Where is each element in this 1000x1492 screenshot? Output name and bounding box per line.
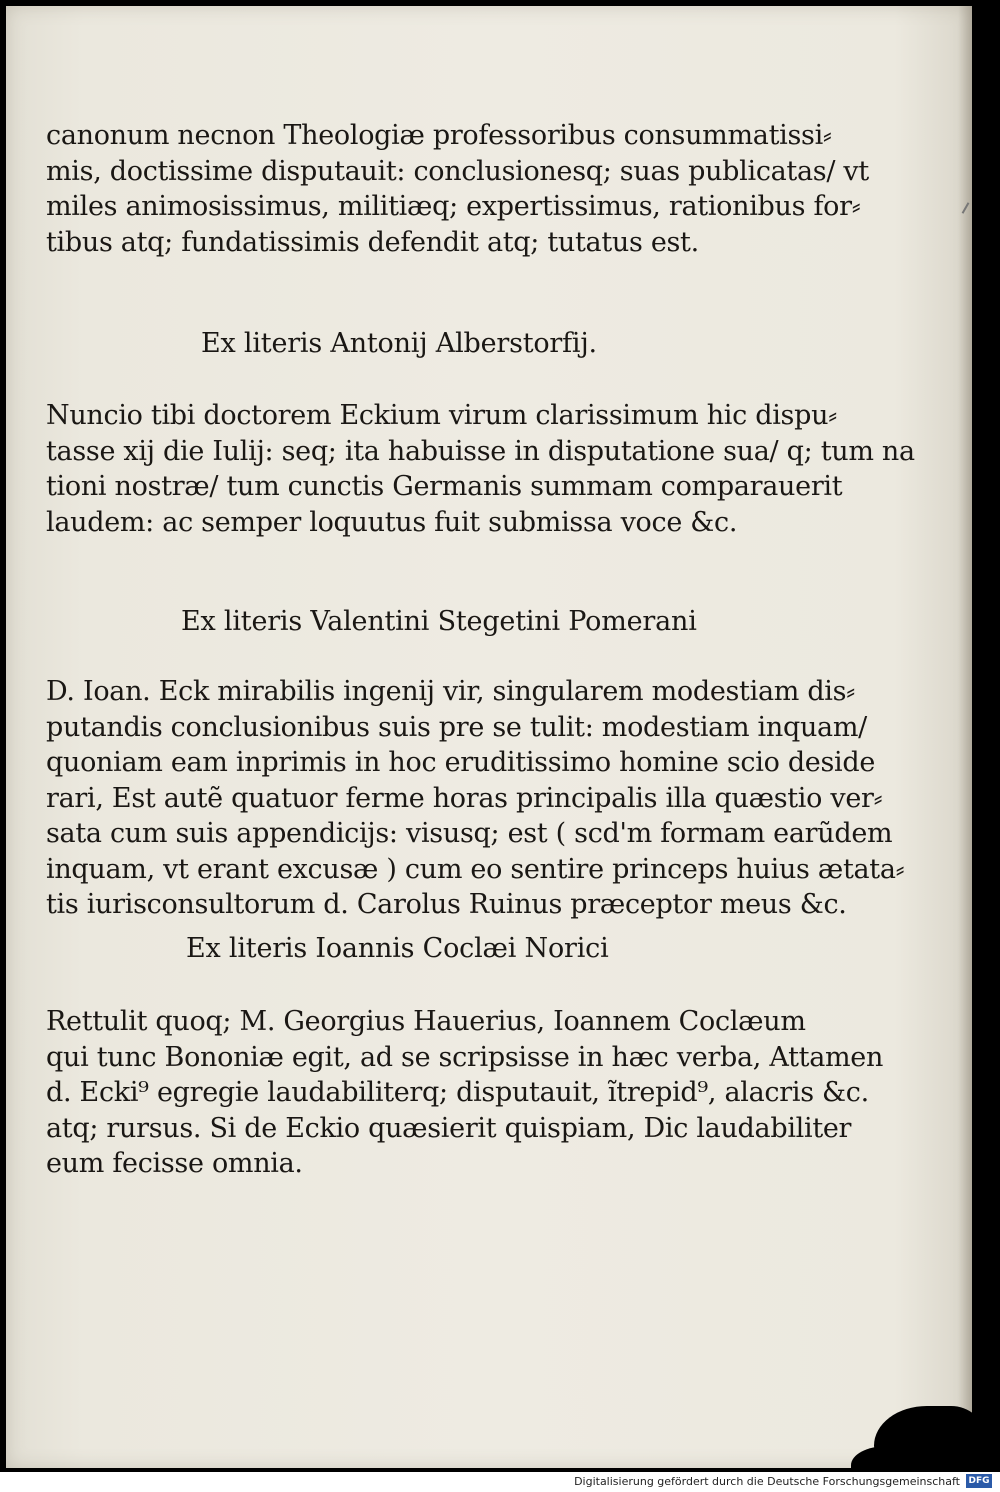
heading-stegetinus: Ex literis Valentini Stegetini Pomerani <box>181 606 697 637</box>
text-line: d. Ecki⁹ egregie laudabiliterq; disputauit, ĩtrepid⁹, alacris &c. <box>46 1077 869 1108</box>
text-line: eum fecisse omnia. <box>46 1148 303 1179</box>
text-line: putandis conclusionibus suis pre se tulit: modestiam inquam/ <box>46 711 867 743</box>
paragraph-4 <box>46 1004 884 1182</box>
paragraph-3 <box>46 674 905 923</box>
text-line: mis, doctissime disputauit: conclusionesq; suas publicatas/ vt <box>46 155 869 187</box>
text-line: atq; rursus. Si de Eckio quæsierit quispiam, Dic laudabiliter <box>46 1112 852 1144</box>
text-line: Rettulit quoq; M. Georgius Hauerius, Ioannem Coclæum <box>46 1006 806 1037</box>
text-line: D. Ioan. Eck mirabilis ingenij vir, singularem modestiam dis⸗ <box>46 676 855 707</box>
page-edge-shadow <box>958 6 972 1468</box>
text-line: quoniam eam inprimis in hoc eruditissimo homine scio deside <box>46 747 876 778</box>
text-line: tis iurisconsultorum d. Carolus Ruinus præceptor meus &c. <box>46 889 847 920</box>
text-line: qui tunc Bononiæ egit, ad se scripsisse in hæc verba, Attamen <box>46 1041 884 1073</box>
text-line: laudem: ac semper loquutus fuit submissa voce &c. <box>46 506 738 538</box>
text-line: tibus atq; fundatissimis defendit atq; tutatus est. <box>46 226 699 258</box>
dfg-logo[interactable]: DFG <box>966 1474 992 1488</box>
text-line: Nuncio tibi doctorem Eckium virum clarissimum hic dispu⸗ <box>46 400 837 431</box>
text-line: tioni nostræ/ tum cunctis Germanis summam comparauerit <box>46 471 843 502</box>
text-line: tasse xij die Iulij: seq; ita habuisse in disputatione sua/ q; tum na <box>46 435 915 467</box>
book-page <box>6 6 972 1468</box>
text-line: miles animosissimus, militiæq; expertissimus, rationibus for⸗ <box>46 191 861 222</box>
paragraph-2 <box>46 398 915 540</box>
text-line: canonum necnon Theologiæ professoribus consummatissi⸗ <box>46 120 832 151</box>
paragraph-1 <box>46 118 869 260</box>
funding-credit: Digitalisierung gefördert durch die Deutsche Forschungsgemeinschaft <box>574 1475 960 1488</box>
text-line: inquam, vt erant excusæ ) cum eo sentire princeps huius ætata⸗ <box>46 853 905 885</box>
text-line: sata cum suis appendicijs: visusq; est ( scd'm formam earũdem <box>46 818 893 849</box>
text-line: rari, Est autẽ quatuor ferme horas principalis illa quæstio ver⸗ <box>46 782 883 814</box>
heading-alberstorf: Ex literis Antonij Alberstorfij. <box>201 328 597 359</box>
heading-cochlaeus: Ex literis Ioannis Coclæi Norici <box>186 933 609 964</box>
